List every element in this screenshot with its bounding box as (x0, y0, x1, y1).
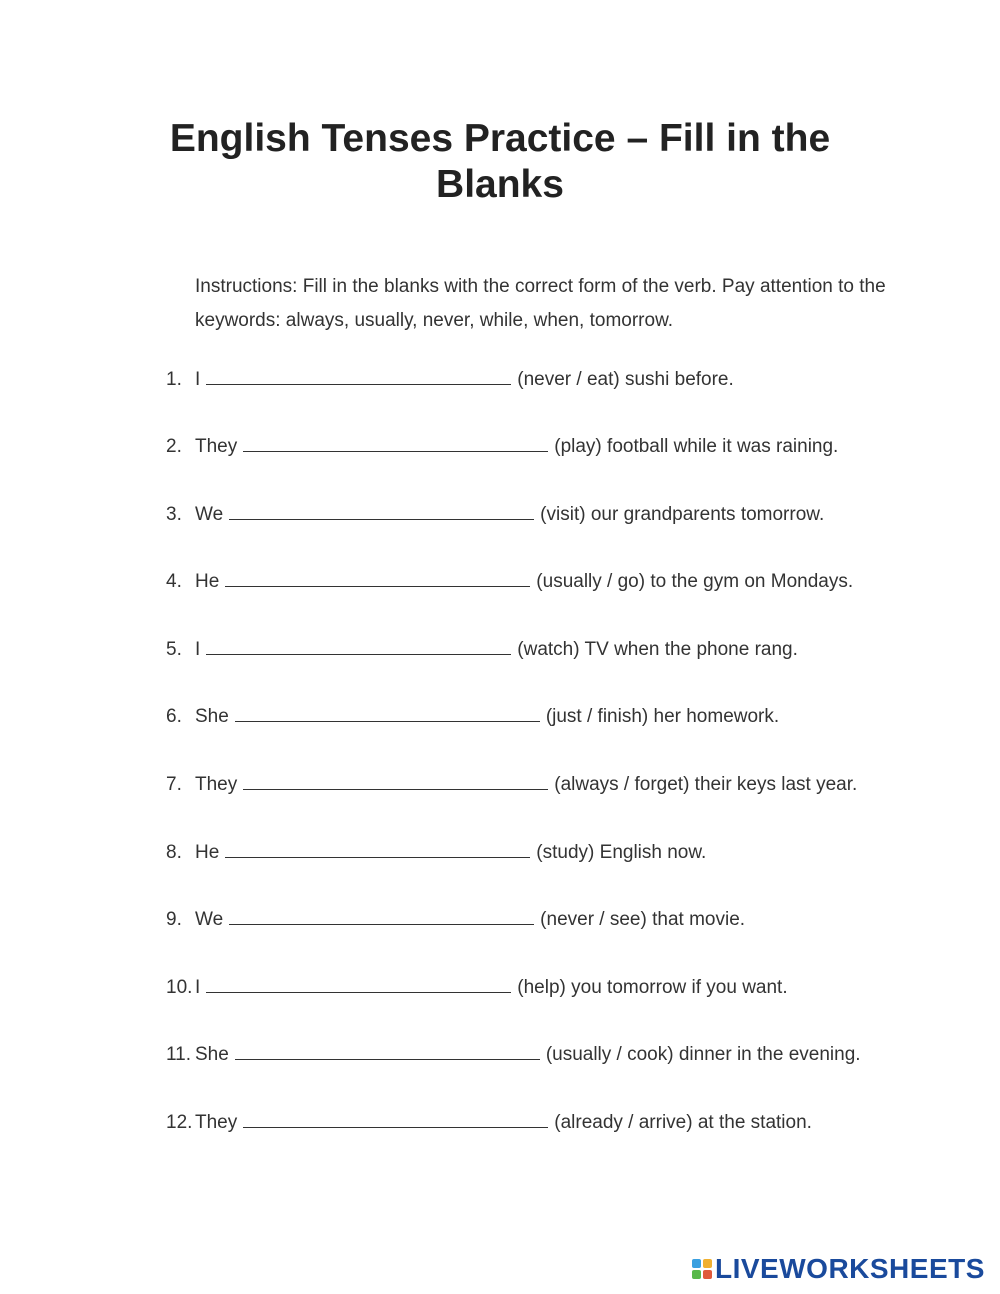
question-subject: She (195, 1044, 229, 1065)
logo-square (692, 1270, 701, 1279)
question-number: 9. (166, 909, 182, 930)
logo-text: LIVEWORKSHEETS (715, 1253, 985, 1284)
question-item (166, 772, 857, 797)
question-item (166, 704, 779, 729)
question-prompt: (never / eat) sushi before. (517, 369, 734, 390)
answer-blank[interactable] (206, 975, 511, 993)
question-subject: She (195, 706, 229, 727)
question-subject: We (195, 504, 224, 525)
question-subject: I (195, 977, 201, 998)
question-item (166, 975, 788, 1000)
question-number: 3. (166, 504, 182, 525)
question-prompt: (just / finish) her homework. (545, 706, 780, 727)
logo-mark-icon (692, 1259, 712, 1279)
question-prompt: (usually / cook) dinner in the evening. (545, 1044, 861, 1065)
answer-blank[interactable] (206, 637, 511, 655)
question-item (166, 637, 798, 662)
question-prompt: (study) English now. (536, 842, 707, 863)
question-item (166, 569, 853, 594)
question-item (166, 1042, 861, 1067)
question-subject: He (195, 571, 220, 592)
answer-blank[interactable] (243, 1110, 548, 1128)
question-prompt: (visit) our grandparents tomorrow. (540, 504, 825, 525)
question-item (166, 367, 734, 392)
answer-blank[interactable] (206, 367, 511, 385)
answer-blank[interactable] (229, 907, 534, 925)
logo-square (692, 1259, 701, 1268)
answer-blank[interactable] (229, 502, 534, 520)
page-title: English Tenses Practice – Fill in the Blanks (169, 117, 831, 206)
liveworksheets-logo (692, 1254, 985, 1284)
logo-square (703, 1259, 712, 1268)
question-subject: They (195, 774, 238, 795)
answer-blank[interactable] (243, 434, 548, 452)
instructions: Instructions: Fill in the blanks with the correct form of the verb. Pay attention to the keywords: always, usually, never, while, when, tomorrow. (195, 276, 886, 331)
question-subject: They (195, 1112, 238, 1133)
question-subject: He (195, 842, 220, 863)
question-number: 4. (166, 571, 182, 592)
question-prompt: (usually / go) to the gym on Mondays. (536, 571, 854, 592)
answer-blank[interactable] (225, 840, 530, 858)
question-prompt: (help) you tomorrow if you want. (517, 977, 788, 998)
question-item (166, 434, 838, 459)
answer-blank[interactable] (225, 569, 530, 587)
answer-blank[interactable] (235, 704, 540, 722)
answer-blank[interactable] (243, 772, 548, 790)
question-number: 6. (166, 706, 182, 727)
question-number: 5. (166, 639, 182, 660)
question-prompt: (always / forget) their keys last year. (554, 774, 858, 795)
question-subject: They (195, 436, 238, 457)
question-subject: We (195, 909, 224, 930)
question-number: 11. (166, 1044, 192, 1065)
question-item (166, 840, 706, 865)
question-prompt: (never / see) that movie. (540, 909, 746, 930)
question-item (166, 1110, 812, 1135)
question-item (166, 502, 824, 527)
question-number: 2. (166, 436, 182, 457)
question-prompt: (watch) TV when the phone rang. (517, 639, 798, 660)
question-prompt: (already / arrive) at the station. (554, 1112, 812, 1133)
question-number: 10. (166, 977, 193, 998)
question-prompt: (play) football while it was raining. (554, 436, 839, 457)
answer-blank[interactable] (235, 1042, 540, 1060)
question-subject: I (195, 639, 201, 660)
question-number: 12. (166, 1112, 193, 1133)
question-number: 7. (166, 774, 182, 795)
question-number: 1. (166, 369, 182, 390)
question-number: 8. (166, 842, 182, 863)
question-subject: I (195, 369, 201, 390)
question-item (166, 907, 745, 932)
logo-square (703, 1270, 712, 1279)
